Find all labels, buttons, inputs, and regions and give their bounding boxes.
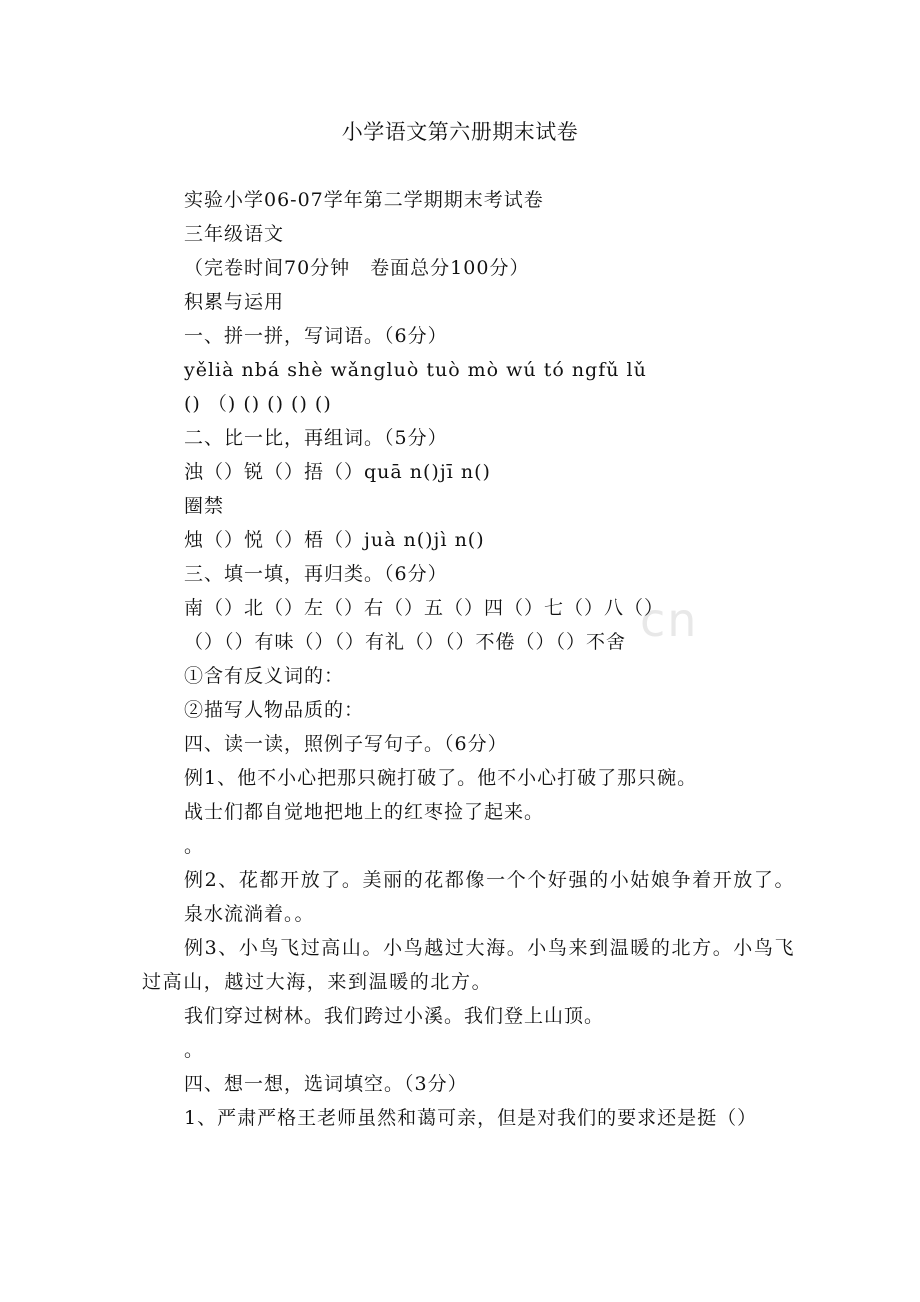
word-choice-1: 1、严肃严格王老师虽然和蔼可亲，但是对我们的要求还是挺（） [184,1107,758,1129]
compare-word-pair: 圈禁 [184,495,225,517]
fill-line-1: 南（）北（）左（）右（）五（）四（）七（）八（） [184,597,665,619]
watermark: cn [640,593,699,647]
exercise-3: 我们穿过树林。我们跨过小溪。我们登上山顶。 [184,1005,605,1027]
answer-blanks-line: () （) () () () () [184,393,332,415]
question-3-heading: 三、填一填，再归类。（6分） [184,563,448,585]
exam-time-score: （完卷时间70分钟 卷面总分100分） [184,257,530,279]
exercise-1: 战士们都自觉地把地上的红枣捡了起来。 [184,801,545,823]
section-heading: 积累与运用 [184,291,285,313]
school-exam-header: 实验小学06-07学年第二学期期末考试卷 [184,189,544,211]
example-1: 例1、他不小心把那只碗打破了。他不小心打破了那只碗。 [184,767,698,789]
compare-line-1: 浊（）锐（）捂（）quā n()jī n() [184,461,491,483]
question-2-heading: 二、比一比，再组词。（5分） [184,427,448,449]
question-5-heading: 四、想一想，选词填空。（3分） [184,1073,468,1095]
page-title: 小学语文第六册期末试卷 [341,120,579,144]
answer-line-2: 。 [184,1039,205,1061]
example-3: 例3、小鸟飞过高山。小鸟越过大海。小鸟来到温暖的北方。小鸟飞过高山，越过大海，来到温暖的北方。 [142,937,796,993]
fill-line-2: （）（）有味（）（）有礼（）（）不倦（）（）不舍 [184,631,627,653]
grade-subject: 三年级语文 [184,223,285,245]
question-1-heading: 一、拼一拼，写词语。（6分） [184,325,448,347]
question-4-heading: 四、读一读，照例子写句子。（6分） [184,733,508,755]
compare-line-2: 烛（）悦（）梧（）juà n()jì n() [184,529,485,551]
category-antonyms: ①含有反义词的： [184,665,345,687]
pinyin-line: yělià nbá shè wǎngluò tuò mò wú tó ngfǔ lǔ [184,359,647,381]
document-body [142,183,802,1135]
answer-line-1: 。 [184,835,205,857]
exercise-2: 泉水流淌着。。 [184,903,315,925]
example-2: 例2、花都开放了。美丽的花都像一个个好强的小姑娘争着开放了。 [184,869,796,891]
category-character: ②描写人物品质的： [184,699,365,721]
